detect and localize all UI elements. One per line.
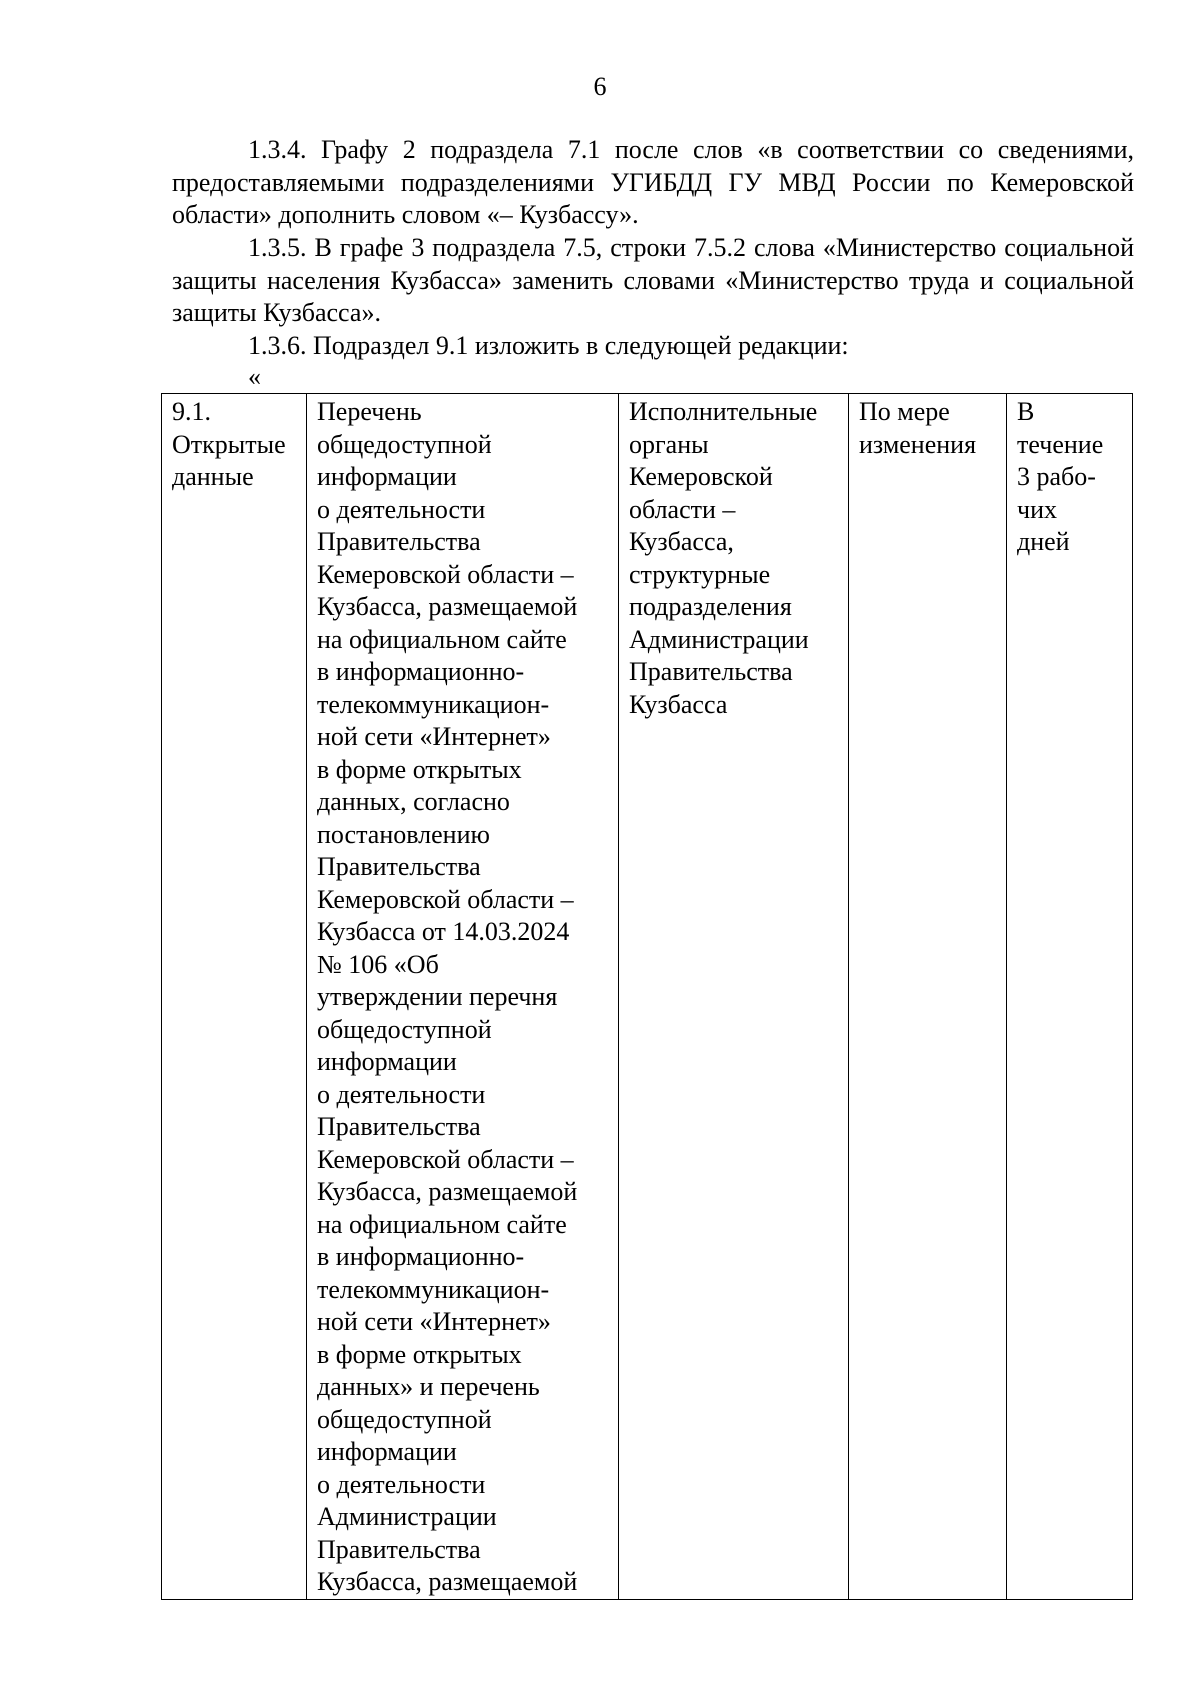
cell-lines <box>629 396 840 721</box>
opening-quote-mark: « <box>248 362 261 391</box>
cell-line: дней <box>1017 527 1070 556</box>
cell-line: телекоммуникацион- <box>317 1274 550 1304</box>
cell-line: информации <box>317 462 457 491</box>
cell-line: структурные <box>629 559 771 589</box>
cell-line: Правительства <box>317 1112 481 1141</box>
cell-line: Кузбасса <box>629 689 728 719</box>
cell-line: 3 рабо- <box>1017 462 1096 491</box>
cell-lines <box>859 396 998 461</box>
paragraph-1-3-6: 1.3.6. Подраздел 9.1 изложить в следующей редакции: <box>248 331 849 360</box>
cell-line: органы <box>629 429 709 459</box>
cell-line: В <box>1017 397 1035 426</box>
cell-line: Администрации <box>317 1502 497 1531</box>
cell-line: ной сети «Интернет» <box>317 722 551 751</box>
cell-line: Исполнительные <box>629 397 818 426</box>
cell-line: Администрации <box>629 624 809 654</box>
cell-line: в информационно- <box>317 657 525 686</box>
page-number: 6 <box>593 72 607 101</box>
table-row <box>162 394 1133 1600</box>
cell-line: в информационно- <box>317 1242 525 1271</box>
cell-line: в форме открытых <box>317 1339 522 1369</box>
cell-line: Перечень <box>317 397 422 426</box>
cell-line: Кемеровской области – <box>317 559 574 589</box>
cell-line: о деятельности <box>317 1469 486 1499</box>
cell-line: № 106 «Об <box>317 949 439 979</box>
cell-line: на официальном сайте <box>317 1209 567 1239</box>
cell-line: Кузбасса, <box>629 527 734 556</box>
cell-line: постановлению <box>317 819 490 849</box>
cell-line: данные <box>172 462 254 491</box>
cell-line: Кемеровской области – <box>317 1144 574 1174</box>
cell-line: утверждении перечня <box>317 982 558 1011</box>
cell-line: данных, согласно <box>317 787 510 816</box>
description-cell <box>307 394 619 1600</box>
cell-line: в форме открытых <box>317 754 522 784</box>
cell-line: Правительства <box>317 852 481 881</box>
section-name-cell <box>162 394 307 1600</box>
cell-line: данных» и перечень <box>317 1372 540 1401</box>
cell-line: телекоммуникацион- <box>317 689 550 719</box>
cell-line: Кузбасса от 14.03.2024 <box>317 917 570 946</box>
cell-lines <box>317 396 610 1599</box>
cell-line: подразделения <box>629 592 792 621</box>
cell-line: Кузбасса, размещаемой <box>317 592 578 621</box>
cell-line: информации <box>317 1047 457 1076</box>
cell-line: По мере <box>859 397 950 426</box>
cell-line: 9.1. <box>172 397 211 426</box>
cell-line: о деятельности <box>317 494 486 524</box>
responsible-cell <box>619 394 849 1600</box>
cell-line: Открытые <box>172 429 286 459</box>
cell-line: области – <box>629 494 736 524</box>
cell-line: Кемеровской <box>629 462 773 491</box>
cell-line: течение <box>1017 429 1104 459</box>
cell-lines <box>1017 396 1124 559</box>
paragraph-1-3-5: 1.3.5. В графе 3 подраздела 7.5, строки 7.5.2 слова «Министерство социальной защиты населения Кузбасса» заменить словами «Министерство труда и социальной защиты Кузбасса». <box>172 233 1134 327</box>
frequency-cell <box>849 394 1007 1600</box>
cell-line: общедоступной <box>317 1404 492 1434</box>
cell-line: на официальном сайте <box>317 624 567 654</box>
cell-line: Кемеровской области – <box>317 884 574 914</box>
cell-line: ной сети «Интернет» <box>317 1307 551 1336</box>
cell-line: Правительства <box>629 657 793 686</box>
cell-line: общедоступной <box>317 1014 492 1044</box>
subsection-9-1-table <box>161 393 1133 1600</box>
cell-line: чих <box>1017 494 1057 524</box>
paragraph-1-3-4: 1.3.4. Графу 2 подраздела 7.1 после слов «в соответствии со сведениями, предоставляемыми подразделениями УГИБДД ГУ МВД России по Кемеровской области» дополнить словом «– Кузбассу». <box>172 135 1134 229</box>
cell-line: Правительства <box>317 1534 481 1564</box>
cell-line: информации <box>317 1437 457 1466</box>
cell-line: общедоступной <box>317 429 492 459</box>
cell-line: о деятельности <box>317 1079 486 1109</box>
cell-line: Кузбасса, размещаемой <box>317 1567 578 1596</box>
deadline-cell <box>1007 394 1133 1600</box>
cell-line: изменения <box>859 429 977 459</box>
cell-lines <box>172 396 298 494</box>
cell-line: Кузбасса, размещаемой <box>317 1177 578 1206</box>
cell-line: Правительства <box>317 527 481 556</box>
